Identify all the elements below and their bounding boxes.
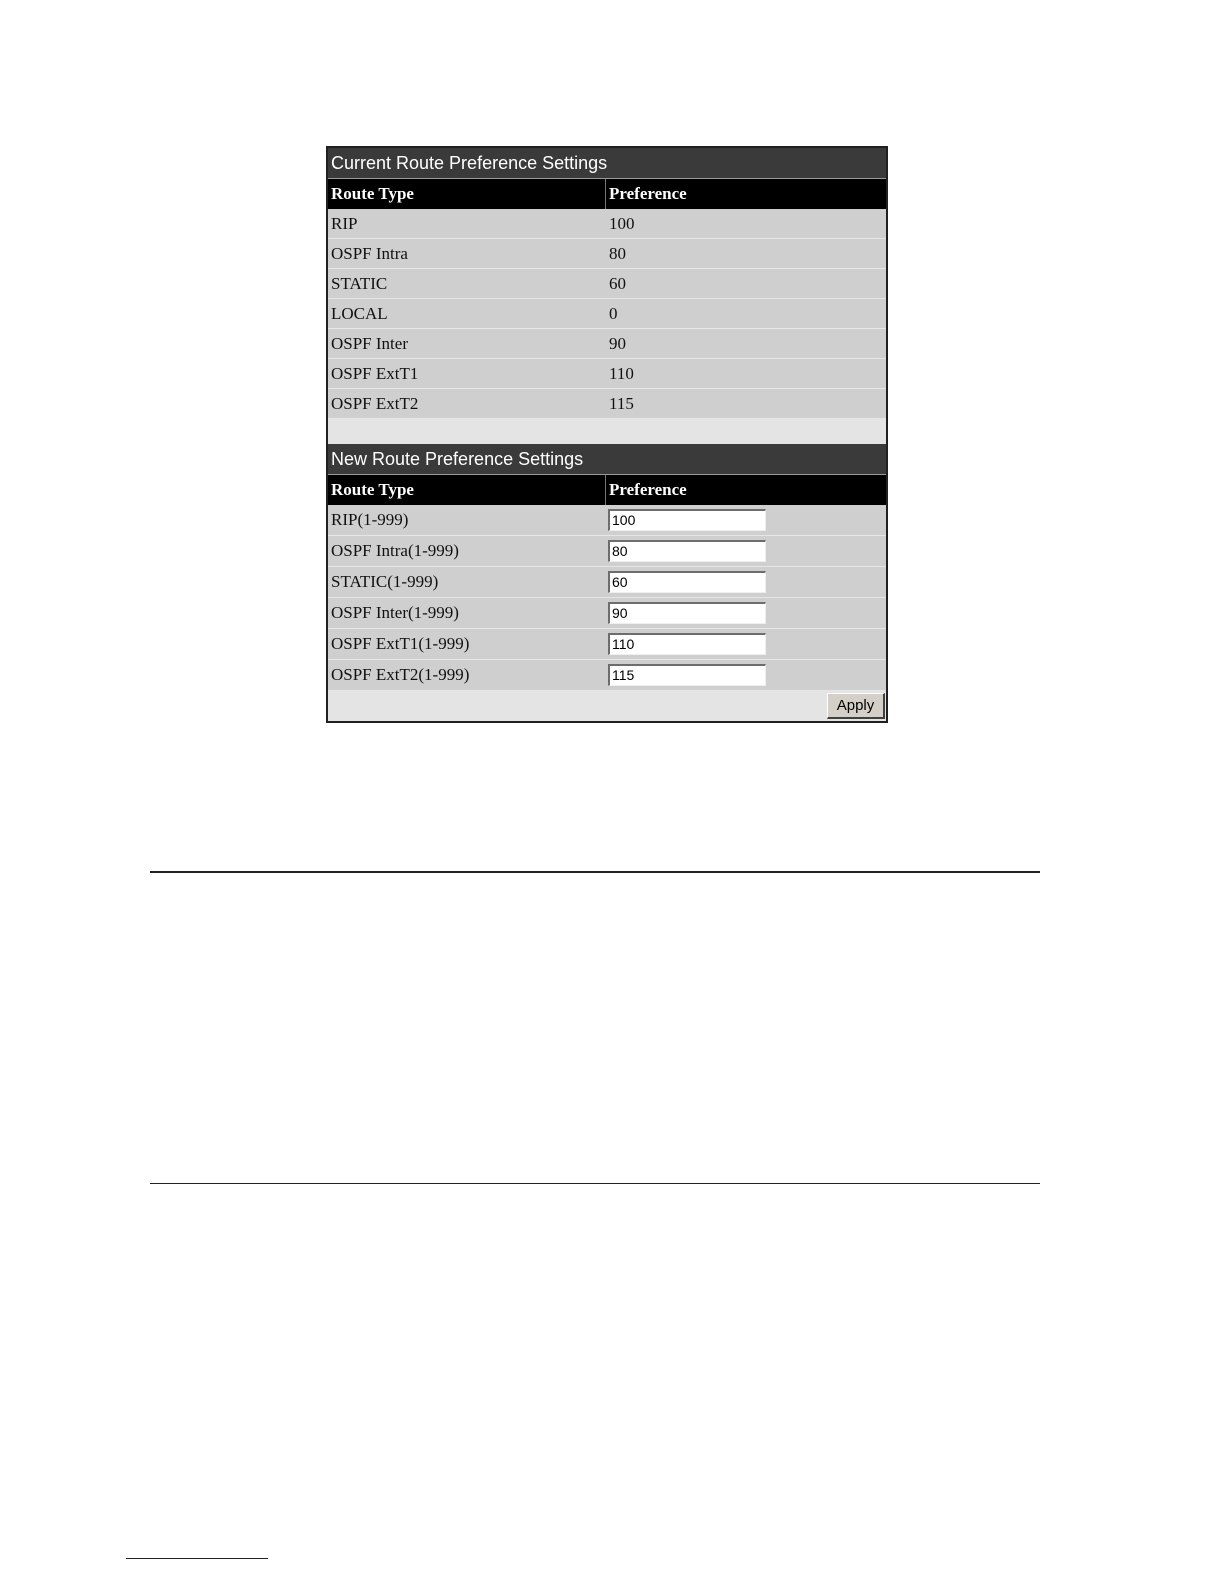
preference-header: Preference	[609, 480, 687, 499]
table-row	[328, 209, 886, 239]
form-row	[328, 536, 886, 567]
route-type-label: RIP(1-999)	[331, 510, 409, 529]
form-row	[328, 660, 886, 691]
route-type-label: OSPF ExtT2(1-999)	[331, 665, 470, 684]
preference-cell: 0	[609, 304, 618, 323]
horizontal-rule	[150, 1183, 1040, 1184]
preference-cell: 60	[609, 274, 626, 293]
ospf-extt2-preference-input[interactable]	[608, 664, 766, 686]
route-type-label: OSPF Intra(1-999)	[331, 541, 459, 560]
table-row	[328, 329, 886, 359]
form-row	[328, 505, 886, 536]
ospf-intra-preference-input[interactable]	[608, 540, 766, 562]
table-row	[328, 269, 886, 299]
route-type-cell: LOCAL	[331, 304, 388, 323]
route-type-cell: STATIC	[331, 274, 388, 293]
preference-cell: 90	[609, 334, 626, 353]
section-divider	[328, 419, 886, 444]
form-footer	[328, 691, 886, 721]
preference-cell: 115	[609, 394, 634, 413]
current-table-header	[328, 179, 886, 209]
rip-preference-input[interactable]	[608, 509, 766, 531]
route-type-cell: OSPF Intra	[331, 244, 408, 263]
route-type-label: STATIC(1-999)	[331, 572, 439, 591]
table-row	[328, 239, 886, 269]
form-row	[328, 629, 886, 660]
route-type-label: OSPF ExtT1(1-999)	[331, 634, 470, 653]
route-type-cell: OSPF ExtT2	[331, 394, 419, 413]
apply-button[interactable]: Apply	[827, 693, 885, 719]
preference-cell: 80	[609, 244, 626, 263]
form-row	[328, 598, 886, 629]
route-type-header: Route Type	[328, 475, 606, 505]
static-preference-input[interactable]	[608, 571, 766, 593]
horizontal-rule	[150, 871, 1040, 873]
table-row	[328, 359, 886, 389]
ospf-inter-preference-input[interactable]	[608, 602, 766, 624]
route-type-cell: OSPF Inter	[331, 334, 408, 353]
preference-header: Preference	[609, 184, 687, 203]
preference-cell: 110	[609, 364, 634, 383]
form-row	[328, 567, 886, 598]
new-table-header	[328, 475, 886, 505]
ospf-extt1-preference-input[interactable]	[608, 633, 766, 655]
new-settings-title: New Route Preference Settings	[328, 444, 886, 475]
table-row	[328, 389, 886, 419]
table-row	[328, 299, 886, 329]
route-preference-panel	[326, 146, 888, 723]
footnote-rule	[126, 1558, 268, 1559]
current-settings-title: Current Route Preference Settings	[328, 148, 886, 179]
preference-cell: 100	[609, 214, 635, 233]
route-type-cell: OSPF ExtT1	[331, 364, 419, 383]
route-type-label: OSPF Inter(1-999)	[331, 603, 459, 622]
route-type-header: Route Type	[328, 179, 606, 209]
route-type-cell: RIP	[331, 214, 358, 233]
